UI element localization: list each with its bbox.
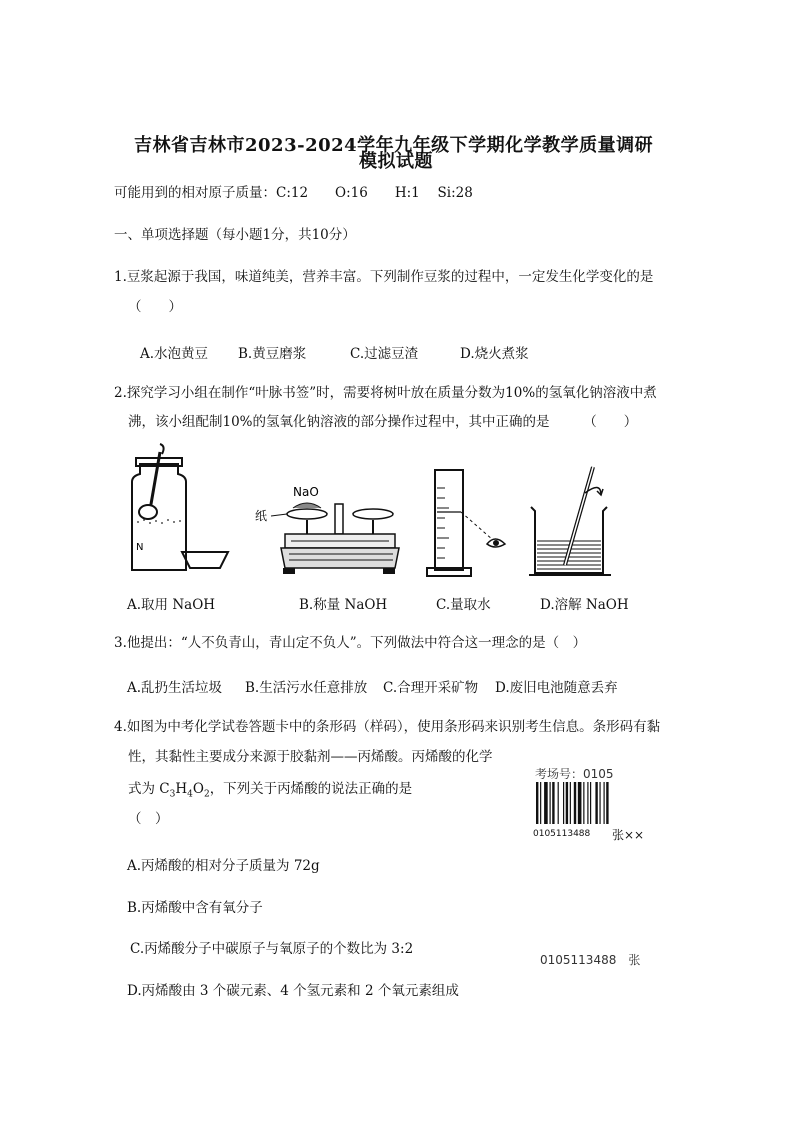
q3-option-c[interactable]: C.合理开采矿物 [383, 680, 479, 696]
q1-option-b[interactable]: B.黄豆磨浆 [238, 346, 307, 362]
q1-option-a[interactable]: A.水泡黄豆 [140, 346, 209, 362]
q2-option-d[interactable]: D.溶解 NaOH [540, 597, 629, 613]
page-title-line1: 吉林省吉林市2023-2024学年九年级下学期化学教学质量调研 [134, 135, 654, 156]
q2-paper-label: 纸 [255, 509, 268, 523]
q4-stem-line3: 式为 $C_3H_4O_2$，下列关于丙烯酸的说法正确的是 [128, 781, 413, 800]
q3-option-d[interactable]: D.废旧电池随意丢弃 [495, 680, 618, 696]
q2-option-b[interactable]: B.称量 NaOH [299, 597, 388, 613]
q3-option-b[interactable]: B.生活污水任意排放 [245, 680, 368, 696]
barcode-image [536, 782, 636, 826]
q4-stem-line1: 4.如图为中考化学试卷答题卡中的条形码（样码），使用条形码来识别考生信息。条形码有黏 [114, 719, 661, 735]
q3-stem: 3.他提出：“人不负青山，青山定不负人”。下列做法中符合这一理念的是（ ） [114, 635, 587, 651]
q1-option-d[interactable]: D.烧火煮浆 [460, 346, 529, 362]
q4-option-a[interactable]: A.丙烯酸的相对分子质量为 72g [127, 858, 320, 874]
q2-option-c[interactable]: C.量取水 [436, 597, 491, 613]
q4-option-b[interactable]: B.丙烯酸中含有氧分子 [127, 900, 263, 916]
barcode-number: 0105113488 [533, 829, 591, 839]
q2-stem-line2: 沸，该小组配制10%的氢氧化钠溶液的部分操作过程中，其中正确的是 （ ） [128, 414, 638, 430]
q1-option-c[interactable]: C.过滤豆渣 [350, 346, 419, 362]
q4-option-c[interactable]: C.丙烯酸分子中碳原子与氧原子的个数比为 3:2 [130, 941, 414, 957]
q1-stem: 1.豆浆起源于我国，味道纯美，营养丰富。下列制作豆浆的过程中，一定发生化学变化的是 [114, 269, 654, 285]
atomic-mass-info: 可能用到的相对原子质量：C:12 O:16 H:1 Si:28 [114, 185, 473, 201]
section-heading: 一、单项选择题（每小题1分，共10分） [114, 227, 356, 243]
q4-stem-line2: 性，其黏性主要成分来源于胶黏剂——丙烯酸。丙烯酸的化学 [128, 749, 493, 765]
q3-option-a[interactable]: A.乱扔生活垃圾 [127, 680, 223, 696]
q2-option-a[interactable]: A.取用 NaOH [127, 597, 216, 613]
q2-naoh-label: NaO [293, 485, 319, 499]
q1-answer-blank: （ ） [128, 299, 182, 315]
barcode-lower-text: 0105113488 张 [540, 953, 641, 967]
barcode-name: 张×× [612, 828, 645, 842]
barcode-exam-room: 考场号：0105 [535, 767, 614, 781]
page-title-line2: 模拟试题 [359, 151, 433, 172]
q2-bottle-label: N [136, 542, 144, 553]
q2-figure-c-graduated-cylinder [425, 468, 520, 580]
q4-answer-blank: （ ） [128, 811, 169, 827]
q2-stem-line1: 2.探究学习小组在制作“叶脉书签”时，需要将树叶放在质量分数为10%的氢氧化钠溶液中煮 [114, 385, 657, 401]
q2-figure-b-balance [255, 480, 400, 580]
q2-figure-d-beaker [525, 465, 625, 580]
q2-figure-a-reagent-bottle [120, 450, 230, 580]
q4-option-d[interactable]: D.丙烯酸由 3 个碳元素、4 个氢元素和 2 个氧元素组成 [127, 983, 459, 999]
